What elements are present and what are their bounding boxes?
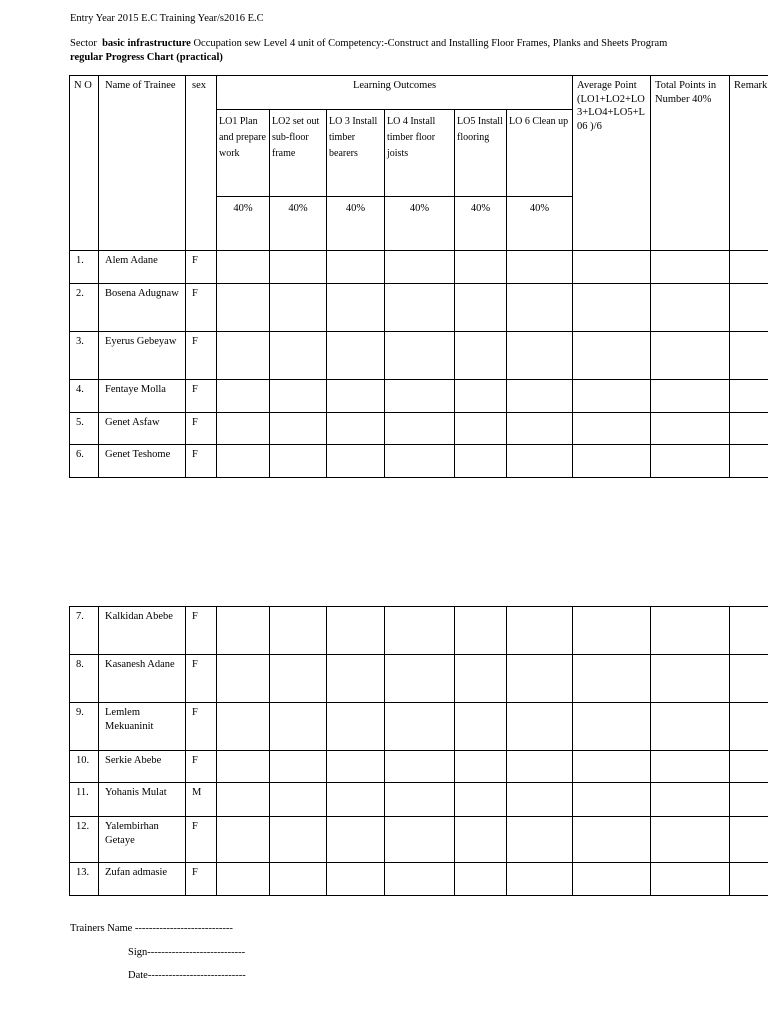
score-cell[interactable]: [507, 413, 573, 445]
score-cell[interactable]: [327, 655, 385, 703]
score-cell[interactable]: [217, 284, 270, 332]
score-cell[interactable]: [385, 607, 455, 655]
trainee-row: [70, 445, 768, 478]
score-cell[interactable]: [651, 751, 730, 783]
score-cell[interactable]: [651, 703, 730, 751]
lo3-header: LO 3 Install timber bearers: [327, 110, 385, 197]
trainee-sex: F: [186, 445, 217, 478]
score-cell[interactable]: [327, 380, 385, 413]
trainee-number: 9.: [70, 703, 99, 751]
progress-table-part1: [69, 75, 768, 478]
occupation-text: Occupation sew Level 4 unit of Competency:-Construct and Installing Floor Frames, Planks and Sheets Program: [190, 38, 668, 49]
trainee-name: Serkie Abebe: [99, 751, 186, 783]
score-cell[interactable]: [327, 751, 385, 783]
trainee-name: Kalkidan Abebe: [99, 607, 186, 655]
score-cell[interactable]: [217, 817, 270, 863]
trainee-number: 3.: [70, 332, 99, 380]
score-cell[interactable]: [327, 863, 385, 896]
trainee-sex: F: [186, 380, 217, 413]
score-cell[interactable]: [455, 251, 507, 284]
sector-label: Sector: [70, 38, 97, 49]
learning-outcomes-header: Learning Outcomes: [217, 76, 573, 110]
trainee-row: [70, 817, 768, 863]
score-cell[interactable]: [455, 284, 507, 332]
trainee-name: Genet Teshome: [99, 445, 186, 478]
trainee-sex: F: [186, 607, 217, 655]
score-cell[interactable]: [730, 251, 768, 284]
remark-header: Remark: [730, 76, 768, 251]
score-cell[interactable]: [385, 751, 455, 783]
score-cell[interactable]: [455, 751, 507, 783]
score-cell[interactable]: [573, 655, 651, 703]
trainee-sex: F: [186, 413, 217, 445]
trainee-name: Kasanesh Adane: [99, 655, 186, 703]
score-cell[interactable]: [651, 284, 730, 332]
score-cell[interactable]: [217, 380, 270, 413]
score-cell[interactable]: [730, 413, 768, 445]
score-cell[interactable]: [730, 655, 768, 703]
score-cell[interactable]: [651, 332, 730, 380]
score-cell[interactable]: [217, 655, 270, 703]
score-cell[interactable]: [217, 445, 270, 478]
score-cell[interactable]: [573, 703, 651, 751]
trainee-name: Lemlem Mekuaninit: [99, 703, 186, 751]
col-name-header: Name of Trainee: [99, 76, 186, 251]
score-cell[interactable]: [385, 332, 455, 380]
trainee-sex: F: [186, 655, 217, 703]
score-cell[interactable]: [573, 251, 651, 284]
trainee-name: Eyerus Gebeyaw: [99, 332, 186, 380]
score-cell[interactable]: [217, 413, 270, 445]
score-cell[interactable]: [217, 607, 270, 655]
score-cell[interactable]: [217, 703, 270, 751]
score-cell[interactable]: [270, 413, 327, 445]
score-cell[interactable]: [385, 863, 455, 896]
score-cell[interactable]: [651, 413, 730, 445]
score-cell[interactable]: [385, 445, 455, 478]
score-cell[interactable]: [573, 284, 651, 332]
score-cell[interactable]: [327, 445, 385, 478]
trainee-number: 7.: [70, 607, 99, 655]
score-cell[interactable]: [270, 380, 327, 413]
score-cell[interactable]: [327, 607, 385, 655]
trainee-row: [70, 284, 768, 332]
score-cell[interactable]: [573, 380, 651, 413]
score-cell[interactable]: [270, 783, 327, 817]
score-cell[interactable]: [270, 655, 327, 703]
score-cell[interactable]: [217, 332, 270, 380]
trainee-number: 5.: [70, 413, 99, 445]
lo2-header: LO2 set out sub-floor frame: [270, 110, 327, 197]
score-cell[interactable]: [507, 655, 573, 703]
score-cell[interactable]: [455, 607, 507, 655]
score-cell[interactable]: [270, 751, 327, 783]
score-cell[interactable]: [327, 332, 385, 380]
score-cell[interactable]: [385, 413, 455, 445]
trainee-row: [70, 607, 768, 655]
trainee-sex: F: [186, 284, 217, 332]
score-cell[interactable]: [507, 445, 573, 478]
score-cell[interactable]: [455, 380, 507, 413]
score-cell[interactable]: [651, 445, 730, 478]
sign-line: Sign----------------------------: [128, 947, 246, 958]
trainee-name: Fentaye Molla: [99, 380, 186, 413]
score-cell[interactable]: [217, 863, 270, 896]
lo4-weight: 40%: [385, 197, 455, 251]
sector-header: [70, 37, 760, 64]
score-cell[interactable]: [730, 445, 768, 478]
score-cell[interactable]: [651, 655, 730, 703]
score-cell[interactable]: [651, 380, 730, 413]
trainer-name-line: Trainers Name ----------------------------: [70, 923, 233, 934]
header-row: [70, 76, 768, 110]
trainee-number: 8.: [70, 655, 99, 703]
trainee-sex: F: [186, 251, 217, 284]
score-cell[interactable]: [730, 817, 768, 863]
score-cell[interactable]: [455, 817, 507, 863]
trainee-row: [70, 413, 768, 445]
score-cell[interactable]: [573, 817, 651, 863]
score-cell[interactable]: [507, 332, 573, 380]
trainee-sex: F: [186, 703, 217, 751]
score-cell[interactable]: [573, 751, 651, 783]
score-cell[interactable]: [270, 445, 327, 478]
score-cell[interactable]: [327, 284, 385, 332]
date-line: Date----------------------------: [128, 970, 246, 981]
score-cell[interactable]: [455, 703, 507, 751]
score-cell[interactable]: [385, 703, 455, 751]
score-cell[interactable]: [507, 863, 573, 896]
progress-table-part2: [69, 606, 768, 896]
total-points-header: Total Points in Number 40%: [651, 76, 730, 251]
score-cell[interactable]: [455, 332, 507, 380]
trainee-number: 12.: [70, 817, 99, 863]
entry-year-line: Entry Year 2015 E.C Training Year/s2016 E.C: [70, 13, 264, 24]
trainee-row: [70, 655, 768, 703]
score-cell[interactable]: [730, 332, 768, 380]
score-cell[interactable]: [730, 703, 768, 751]
trainee-name: Yalembirhan Getaye: [99, 817, 186, 863]
score-cell[interactable]: [651, 783, 730, 817]
score-cell[interactable]: [730, 607, 768, 655]
score-cell[interactable]: [507, 751, 573, 783]
trainee-name: Alem Adane: [99, 251, 186, 284]
lo6-header: LO 6 Clean up: [507, 110, 573, 197]
score-cell[interactable]: [573, 607, 651, 655]
score-cell[interactable]: [507, 380, 573, 413]
score-cell[interactable]: [455, 445, 507, 478]
chart-title: regular Progress Chart (practical): [70, 51, 223, 63]
trainee-row: [70, 703, 768, 751]
score-cell[interactable]: [573, 863, 651, 896]
trainee-sex: F: [186, 751, 217, 783]
lo6-weight: 40%: [507, 197, 573, 251]
score-cell[interactable]: [730, 783, 768, 817]
score-cell[interactable]: [385, 655, 455, 703]
trainee-name: Yohanis Mulat: [99, 783, 186, 817]
trainee-number: 10.: [70, 751, 99, 783]
trainee-row: [70, 751, 768, 783]
trainee-name: Zufan admasie: [99, 863, 186, 896]
col-sex-header: sex: [186, 76, 217, 251]
score-cell[interactable]: [730, 284, 768, 332]
trainee-row: [70, 251, 768, 284]
lo1-header: LO1 Plan and prepare work: [217, 110, 270, 197]
score-cell[interactable]: [385, 380, 455, 413]
score-cell[interactable]: [507, 607, 573, 655]
score-cell[interactable]: [573, 445, 651, 478]
score-cell[interactable]: [507, 817, 573, 863]
score-cell[interactable]: [730, 380, 768, 413]
score-cell[interactable]: [217, 751, 270, 783]
trainee-sex: F: [186, 332, 217, 380]
score-cell[interactable]: [651, 607, 730, 655]
score-cell[interactable]: [327, 251, 385, 284]
score-cell[interactable]: [507, 284, 573, 332]
score-cell[interactable]: [385, 284, 455, 332]
score-cell[interactable]: [327, 783, 385, 817]
score-cell[interactable]: [455, 863, 507, 896]
score-cell[interactable]: [730, 863, 768, 896]
score-cell[interactable]: [385, 251, 455, 284]
trainee-sex: F: [186, 863, 217, 896]
trainee-number: 6.: [70, 445, 99, 478]
trainee-number: 2.: [70, 284, 99, 332]
score-cell[interactable]: [651, 817, 730, 863]
score-cell[interactable]: [217, 251, 270, 284]
trainee-row: [70, 783, 768, 817]
score-cell[interactable]: [270, 332, 327, 380]
trainee-row: [70, 380, 768, 413]
trainee-name: Bosena Adugnaw: [99, 284, 186, 332]
trainee-row: [70, 332, 768, 380]
score-cell[interactable]: [455, 413, 507, 445]
score-cell[interactable]: [573, 332, 651, 380]
col-no-header: N O: [70, 76, 99, 251]
trainee-number: 4.: [70, 380, 99, 413]
score-cell[interactable]: [270, 817, 327, 863]
score-cell[interactable]: [270, 251, 327, 284]
score-cell[interactable]: [327, 413, 385, 445]
score-cell[interactable]: [573, 413, 651, 445]
lo3-weight: 40%: [327, 197, 385, 251]
score-cell[interactable]: [327, 703, 385, 751]
trainee-name: Genet Asfaw: [99, 413, 186, 445]
score-cell[interactable]: [270, 284, 327, 332]
score-cell[interactable]: [507, 783, 573, 817]
sector-value: basic infrastructure: [102, 38, 191, 49]
lo5-header: LO5 Install flooring: [455, 110, 507, 197]
trainee-sex: F: [186, 817, 217, 863]
score-cell[interactable]: [270, 607, 327, 655]
trainee-number: 1.: [70, 251, 99, 284]
score-cell[interactable]: [651, 251, 730, 284]
score-cell[interactable]: [217, 783, 270, 817]
score-cell[interactable]: [455, 783, 507, 817]
score-cell[interactable]: [507, 251, 573, 284]
score-cell[interactable]: [270, 703, 327, 751]
score-cell[interactable]: [730, 751, 768, 783]
score-cell[interactable]: [455, 655, 507, 703]
lo5-weight: 40%: [455, 197, 507, 251]
trainee-row: [70, 863, 768, 896]
trainee-number: 11.: [70, 783, 99, 817]
score-cell[interactable]: [573, 783, 651, 817]
score-cell[interactable]: [385, 817, 455, 863]
average-point-header: Average Point (LO1+LO2+LO3+LO4+LO5+L06 )/6: [573, 76, 651, 251]
trainee-number: 13.: [70, 863, 99, 896]
lo4-header: LO 4 Install timber floor joists: [385, 110, 455, 197]
score-cell[interactable]: [651, 863, 730, 896]
lo2-weight: 40%: [270, 197, 327, 251]
lo1-weight: 40%: [217, 197, 270, 251]
trainee-sex: M: [186, 783, 217, 817]
score-cell[interactable]: [507, 703, 573, 751]
score-cell[interactable]: [270, 863, 327, 896]
score-cell[interactable]: [327, 817, 385, 863]
score-cell[interactable]: [385, 783, 455, 817]
